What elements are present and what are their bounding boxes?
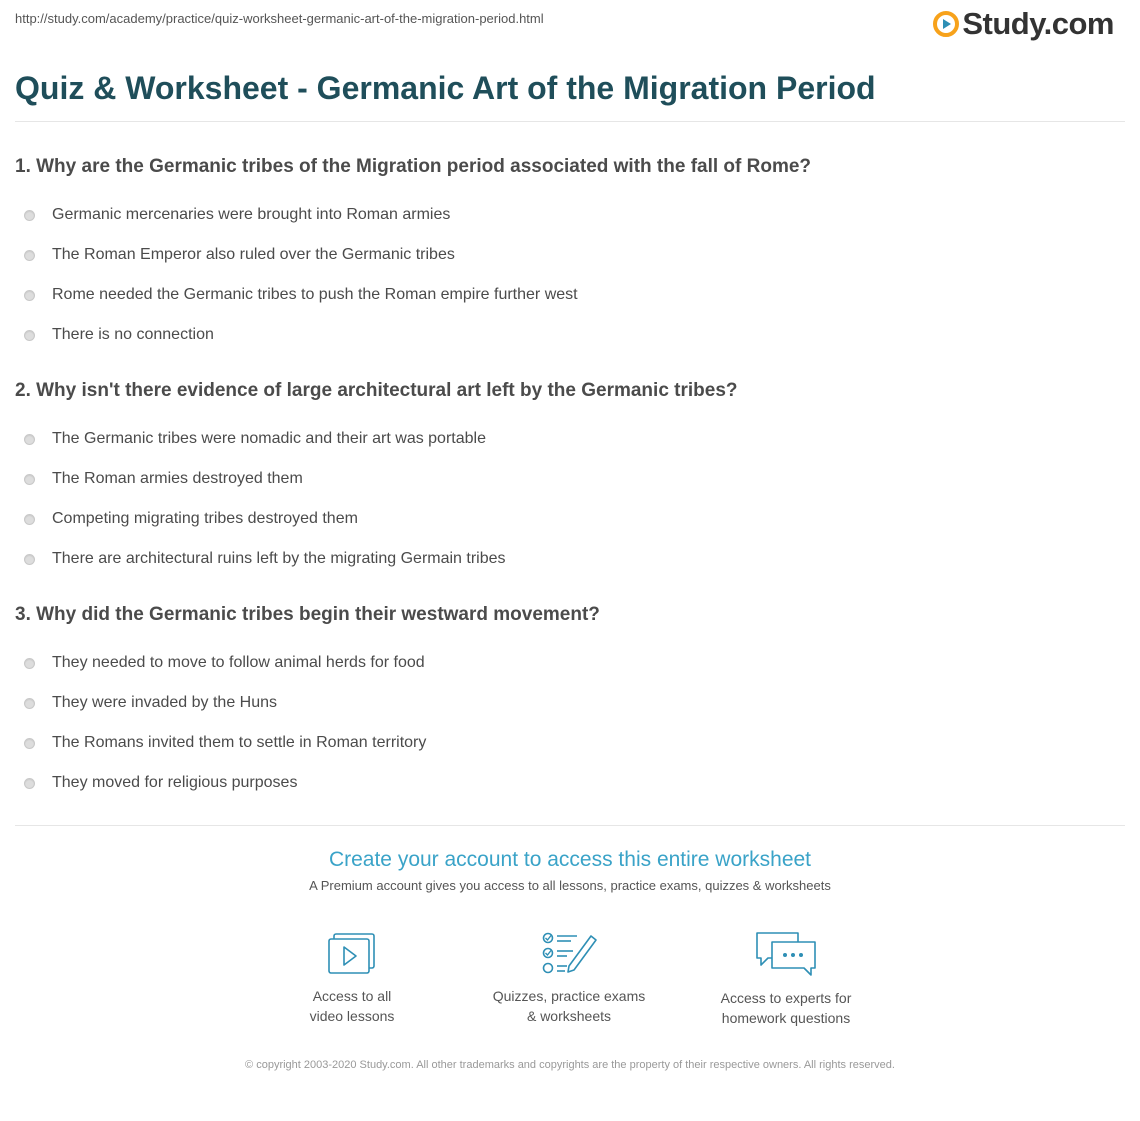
radio-button[interactable] (24, 434, 35, 445)
video-lessons-icon (326, 930, 378, 976)
answer-label: They needed to move to follow animal herds for food (52, 654, 425, 671)
question-text: 1. Why are the Germanic tribes of the Migration period associated with the fall of Rome? (15, 156, 812, 177)
answer-label: Competing migrating tribes destroyed them (52, 510, 358, 527)
radio-button[interactable] (24, 330, 35, 341)
question-text: 2. Why isn't there evidence of large architectural art left by the Germanic tribes? (15, 380, 738, 401)
question-2 (15, 378, 1125, 579)
answer-label: Rome needed the Germanic tribes to push the Roman empire further west (52, 286, 578, 303)
radio-button[interactable] (24, 474, 35, 485)
feature-label: Quizzes, practice exams & worksheets (492, 988, 646, 1024)
feature-label: Access to experts for homework questions (720, 990, 852, 1026)
answer-label: There are architectural ruins left by the migrating Germain tribes (52, 550, 506, 567)
answer-option[interactable] (15, 723, 1125, 763)
answer-option[interactable] (15, 275, 1125, 315)
question-3 (15, 602, 1125, 803)
answer-option[interactable] (15, 643, 1125, 683)
chat-bubbles-icon (754, 930, 818, 978)
answer-option[interactable] (15, 195, 1125, 235)
answer-label: The Romans invited them to settle in Roman territory (52, 734, 427, 751)
answer-label: The Germanic tribes were nomadic and their art was portable (52, 430, 486, 447)
answer-option[interactable] (15, 235, 1125, 275)
answer-option[interactable] (15, 683, 1125, 723)
radio-button[interactable] (24, 738, 35, 749)
feature-video-lessons (257, 930, 447, 1026)
question-1 (15, 154, 1125, 355)
cta-subtitle: A Premium account gives you access to all lessons, practice exams, quizzes & worksheets (309, 878, 831, 893)
logo-text: Study.com (962, 6, 1114, 41)
answer-option[interactable] (15, 419, 1125, 459)
answer-label: They were invaded by the Huns (52, 694, 278, 711)
answer-label: Germanic mercenaries were brought into Roman armies (52, 206, 451, 223)
answer-label: The Roman armies destroyed them (52, 470, 303, 487)
play-circle-icon (933, 11, 959, 37)
feature-label: Access to all video lessons (309, 988, 395, 1024)
radio-button[interactable] (24, 250, 35, 261)
answer-label: The Roman Emperor also ruled over the Germanic tribes (52, 246, 455, 263)
radio-button[interactable] (24, 210, 35, 221)
divider (15, 825, 1125, 826)
answer-option[interactable] (15, 499, 1125, 539)
radio-button[interactable] (24, 514, 35, 525)
feature-quizzes (474, 930, 664, 1026)
feature-experts (691, 930, 881, 1028)
answer-option[interactable] (15, 763, 1125, 803)
cta-title[interactable]: Create your account to access this entire worksheet (328, 848, 812, 871)
page-url: http://study.com/academy/practice/quiz-worksheet-germanic-art-of-the-migration-period.html (15, 11, 544, 26)
study-logo[interactable] (933, 6, 1114, 42)
question-text: 3. Why did the Germanic tribes begin their westward movement? (15, 604, 600, 625)
copyright-text: © copyright 2003-2020 Study.com. All other trademarks and copyrights are the property of their respective owners. All rights reserved. (245, 1059, 895, 1071)
answer-option[interactable] (15, 459, 1125, 499)
radio-button[interactable] (24, 698, 35, 709)
divider (15, 121, 1125, 122)
radio-button[interactable] (24, 554, 35, 565)
radio-button[interactable] (24, 658, 35, 669)
quiz-checklist-icon (539, 930, 599, 976)
answer-label: There is no connection (52, 326, 214, 343)
copyright (0, 1057, 1140, 1074)
radio-button[interactable] (24, 778, 35, 789)
page-title: Quiz & Worksheet - Germanic Art of the Migration Period (15, 70, 876, 106)
answer-option[interactable] (15, 315, 1125, 355)
answer-label: They moved for religious purposes (52, 774, 298, 791)
answer-option[interactable] (15, 539, 1125, 579)
radio-button[interactable] (24, 290, 35, 301)
